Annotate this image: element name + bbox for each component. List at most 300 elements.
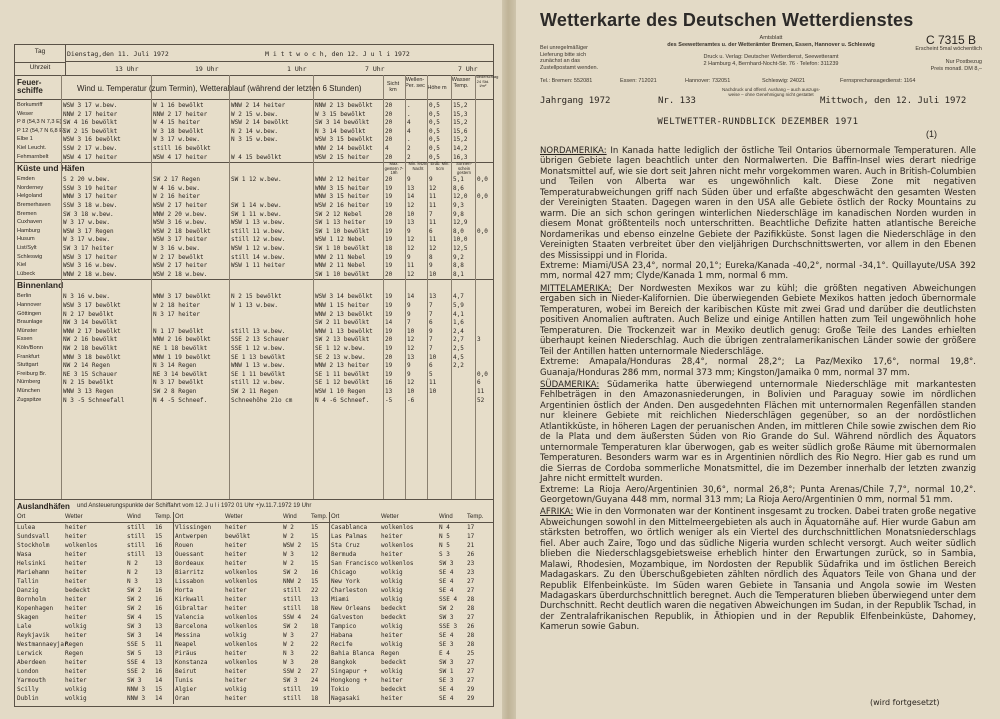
port-name: New York bbox=[331, 578, 360, 585]
port-row bbox=[15, 695, 493, 703]
obs-value: 12 bbox=[407, 336, 415, 344]
sub-column-heading: Erdb. Min. 5cm bbox=[430, 161, 450, 171]
port-name: Charleston bbox=[331, 587, 368, 594]
obs-value: NE 3 14 bewölkt bbox=[153, 370, 208, 378]
obs-value: SW 1 10 bewölkt bbox=[315, 245, 370, 252]
obs-value: 5 bbox=[429, 370, 433, 378]
obs-value: still 12 w.bew. bbox=[231, 236, 286, 244]
port-value: heiter bbox=[65, 632, 87, 639]
obs-value: 6 bbox=[429, 227, 433, 235]
reprint-line: weise – ohne Genehmigung nicht gestattet bbox=[728, 92, 814, 97]
port-value: SW 4 bbox=[127, 614, 142, 621]
port-value: Regen bbox=[65, 650, 84, 657]
obs-value: W 3 17 w.bew. bbox=[63, 236, 110, 244]
port-value: 27 bbox=[467, 677, 475, 684]
port-value: 22 bbox=[311, 641, 319, 648]
port-value: W 2 bbox=[283, 560, 294, 567]
port-value: SE 4 bbox=[439, 587, 454, 594]
obs-value: N 3 14 bewölkt bbox=[315, 127, 366, 135]
port-name: Konstanza bbox=[175, 659, 208, 666]
obs-value: W 3 17 w.bew. bbox=[153, 136, 200, 144]
column-header bbox=[15, 74, 499, 100]
obs-value: 52 bbox=[477, 396, 485, 404]
grid-line bbox=[61, 75, 62, 499]
port-name: Scilly bbox=[17, 686, 39, 693]
obs-value: 7 bbox=[407, 319, 411, 327]
obs-value: SW 2 17 Regen bbox=[153, 176, 200, 184]
obs-value: N 3 16 w.bew. bbox=[63, 293, 110, 301]
obs-value: 2,2 bbox=[453, 362, 464, 370]
obs-value: SW 1 14 w.bew. bbox=[231, 202, 282, 209]
station-name: Braunlage bbox=[17, 319, 43, 326]
port-value: 26 bbox=[467, 551, 475, 558]
port-value: heiter bbox=[225, 542, 247, 549]
obs-value: 2,4 bbox=[453, 327, 464, 335]
obs-value: WNW 3 17 heiter bbox=[63, 193, 118, 201]
obs-value: 9,2 bbox=[453, 253, 464, 261]
port-value: wolkenlos bbox=[225, 623, 258, 630]
obs-value: . bbox=[407, 136, 411, 144]
port-value: SE 3 bbox=[439, 641, 454, 648]
ausland-col-heading: Temp. bbox=[311, 514, 328, 520]
port-value: 27 bbox=[467, 587, 475, 594]
obs-value: still 13 w.bew. bbox=[231, 327, 286, 335]
port-value: 14 bbox=[155, 695, 163, 702]
port-value: heiter bbox=[225, 677, 247, 684]
obs-value: still 12 w.bew. bbox=[231, 379, 286, 387]
sub-column-heading: Min. letzte Nacht bbox=[408, 161, 428, 171]
obs-value: 19 bbox=[385, 219, 393, 227]
station-name: München bbox=[17, 388, 41, 394]
obs-value: S 2 20 w.bew. bbox=[63, 176, 110, 184]
station-name: Borkumriff bbox=[17, 102, 43, 108]
port-value: wolkenlos bbox=[381, 560, 414, 567]
port-value: SW 3 bbox=[439, 659, 454, 666]
obs-value: 10,0 bbox=[453, 236, 468, 244]
port-name: Sta Cruz bbox=[331, 542, 360, 549]
obs-value: N 2 14 w.bew. bbox=[231, 127, 278, 135]
port-value: 29 bbox=[467, 695, 475, 702]
obs-value: 2,7 bbox=[453, 336, 464, 344]
port-value: 15 bbox=[311, 542, 319, 549]
port-value: heiter bbox=[225, 695, 247, 702]
port-value: heiter bbox=[65, 533, 87, 540]
station-row bbox=[15, 396, 493, 405]
port-value: wolkig bbox=[381, 623, 403, 630]
obs-value: 19 bbox=[385, 227, 393, 235]
delivery-line: Bei unregelmäßiger bbox=[540, 45, 588, 51]
port-value: 15 bbox=[155, 686, 163, 693]
obs-value: WSW 3 17 Regen bbox=[63, 227, 114, 235]
port-value: 13 bbox=[155, 650, 163, 657]
obs-value: 0,0 bbox=[477, 193, 488, 201]
obs-value: NW 2 14 Regen bbox=[63, 362, 110, 370]
obs-value: WSW 2 18 bewölkt bbox=[153, 227, 211, 235]
obs-value: 20 bbox=[385, 176, 393, 184]
port-value: heiter bbox=[381, 695, 403, 702]
ausland-col-heading: Wind bbox=[127, 514, 141, 520]
port-row bbox=[15, 650, 493, 658]
obs-value: WNW 2 13 bewölkt bbox=[315, 310, 373, 318]
port-value: wolkig bbox=[65, 695, 87, 702]
obs-value: still 11 w.bew. bbox=[231, 227, 286, 235]
obs-value: SE 1 11 bewölkt bbox=[315, 370, 370, 378]
port-value: bewölkt bbox=[225, 533, 251, 540]
port-name: Casablanca bbox=[331, 524, 368, 531]
port-value: 14 bbox=[155, 677, 163, 684]
obs-value: SSE 2 13 Schauer bbox=[231, 336, 289, 344]
port-value: W 3 bbox=[283, 551, 294, 558]
port-row bbox=[15, 569, 493, 577]
obs-value: WNW 2 11 Nebel bbox=[315, 262, 366, 270]
port-name: San Francisco bbox=[331, 560, 378, 567]
station-name: Essen bbox=[17, 336, 33, 343]
obs-value: SW 2 8 Regen bbox=[153, 388, 197, 395]
obs-value: WSW 1 10 Regen bbox=[315, 388, 366, 395]
port-name: Rouen bbox=[175, 542, 194, 549]
obs-value: 7 bbox=[429, 336, 433, 344]
port-value: still bbox=[127, 533, 146, 540]
reprint-line: Nachdruck und öffentl. Aushang – auch auszugs- bbox=[722, 87, 820, 92]
phone-bremen: Tel.: Bremen: 552081 bbox=[540, 78, 593, 84]
grid-line bbox=[475, 75, 476, 499]
obs-value: W 1 13 w.bew. bbox=[231, 302, 278, 309]
port-name: Hongkong + bbox=[331, 677, 368, 684]
obs-value: 11 bbox=[429, 202, 437, 209]
ausland-col-heading: Wetter bbox=[65, 514, 83, 520]
hour-2: 19 Uhr bbox=[195, 65, 219, 73]
port-row bbox=[15, 596, 493, 604]
ausland-col-heading: Wind bbox=[439, 514, 453, 520]
hour-1: 13 Uhr bbox=[115, 65, 139, 73]
station-name: Zugspitze bbox=[17, 396, 42, 403]
port-name: Recife bbox=[331, 641, 353, 648]
continued-note: (wird fortgesetzt) bbox=[870, 698, 940, 707]
obs-value: 8,8 bbox=[453, 262, 464, 270]
obs-value: SW 2 15 bewölkt bbox=[63, 127, 118, 135]
port-value: 18 bbox=[311, 695, 319, 702]
port-value: 27 bbox=[467, 578, 475, 585]
obs-value: N 4 -6 Schneef. bbox=[315, 396, 370, 404]
obs-value: 9 bbox=[407, 362, 411, 370]
port-value: heiter bbox=[225, 551, 247, 558]
obs-value: 9 bbox=[407, 370, 411, 378]
port-name: Tallin bbox=[17, 578, 39, 585]
obs-value: 6 bbox=[477, 379, 481, 387]
port-value: NNW 2 bbox=[283, 578, 302, 585]
port-value: wolkenlos bbox=[381, 524, 414, 531]
port-value: bedeckt bbox=[65, 587, 91, 594]
obs-value: 9,3 bbox=[453, 202, 464, 209]
port-value: SSE 2 bbox=[127, 668, 146, 675]
obs-value: 6 bbox=[429, 362, 433, 370]
obs-value: WNW 2 14 heiter bbox=[231, 102, 286, 109]
port-value: SW 3 bbox=[127, 677, 142, 684]
port-name: Miami bbox=[331, 596, 350, 603]
obs-value: SSW 3 19 heiter bbox=[63, 184, 118, 192]
port-value: wolkenlos bbox=[225, 659, 258, 666]
port-value: 28 bbox=[467, 632, 475, 639]
printing-line: Druck u. Verlag: Deutscher Wetterdienst, Seewetteramt bbox=[703, 54, 839, 60]
port-value: still bbox=[127, 551, 146, 558]
obs-value: NNW 2 13 bewölkt bbox=[315, 102, 373, 109]
obs-value: 15,2 bbox=[453, 102, 468, 109]
obs-value: 7 bbox=[429, 302, 433, 309]
obs-value: 19 bbox=[385, 293, 393, 301]
port-row bbox=[15, 659, 493, 667]
port-value: heiter bbox=[381, 551, 403, 558]
port-value: wolkig bbox=[65, 686, 87, 693]
port-value: W 2 bbox=[283, 524, 294, 531]
obs-value: 12,5 bbox=[453, 245, 468, 252]
obs-value: 14 bbox=[407, 193, 415, 201]
station-name: Nürnberg bbox=[17, 379, 41, 386]
port-name: Lulea bbox=[17, 524, 36, 531]
port-value: wolkig bbox=[381, 596, 403, 603]
port-value: heiter bbox=[225, 596, 247, 603]
port-name: Sundsvall bbox=[17, 533, 50, 540]
obs-value: WSW 3 17 bewölkt bbox=[63, 302, 121, 309]
port-value: 13 bbox=[155, 578, 163, 585]
obs-value: SE 1 11 bewölkt bbox=[231, 370, 286, 378]
region-label: NORDAMERIKA: bbox=[540, 146, 607, 156]
station-name: P 8 (54,3 N 7,3 E) bbox=[17, 119, 62, 126]
port-value: heiter bbox=[65, 614, 87, 621]
port-name: Piräus bbox=[175, 650, 197, 657]
port-value: bedeckt bbox=[381, 614, 407, 621]
port-value: bedeckt bbox=[381, 686, 407, 693]
obs-value: 14,2 bbox=[453, 145, 468, 152]
printing-line: 2 Hamburg 4, Bernhard-Nocht-Str. 76 · Telefon: 311239 bbox=[703, 60, 839, 67]
port-value: 16 bbox=[155, 542, 163, 549]
port-value: SW 2 bbox=[127, 596, 142, 603]
port-name: Bornholm bbox=[17, 596, 46, 603]
port-name: Galveston bbox=[331, 614, 364, 621]
obs-value: 15,3 bbox=[453, 110, 468, 118]
obs-value: 8 bbox=[429, 253, 433, 261]
port-value: 29 bbox=[467, 686, 475, 693]
obs-value: 20 bbox=[385, 136, 393, 144]
obs-value: 15,2 bbox=[453, 136, 468, 144]
grid-line bbox=[405, 75, 406, 499]
obs-value: 9 bbox=[407, 227, 411, 235]
obs-value: SE 1 13 bewölkt bbox=[231, 353, 286, 361]
port-value: Regen bbox=[65, 641, 84, 648]
port-value: 27 bbox=[467, 614, 475, 621]
ausland-col-heading: Wetter bbox=[225, 514, 243, 520]
port-value: N 5 bbox=[439, 542, 450, 549]
port-row bbox=[15, 623, 493, 631]
obs-value: WNW 2 17 bewölkt bbox=[63, 327, 121, 335]
port-value: wolkig bbox=[225, 686, 247, 693]
port-value: SW 1 bbox=[439, 668, 454, 675]
obs-value: 1,6 bbox=[453, 319, 464, 327]
port-name: Antwerpen bbox=[175, 533, 208, 540]
uhrzeit-label: Uhrzeit bbox=[15, 62, 65, 71]
ausland-subtitle: und Ansteuerungspunkte der Schiffahrt vom 12. J u l i 1972 01 Uhr +)v.11.7.1972 19 Uhr bbox=[77, 503, 312, 509]
port-value: 13 bbox=[311, 596, 319, 603]
obs-value: SSE 1 12 w.bew. bbox=[231, 345, 286, 352]
obs-value: 10 bbox=[429, 270, 437, 278]
port-value: 18 bbox=[311, 623, 319, 630]
port-name: Biarritz bbox=[175, 569, 204, 576]
port-value: still bbox=[283, 605, 302, 612]
port-value: heiter bbox=[225, 605, 247, 612]
port-value: 15 bbox=[311, 560, 319, 567]
port-value: wolkenlos bbox=[65, 542, 98, 549]
port-value: 24 bbox=[311, 677, 319, 684]
obs-value: WNW 2 13 heiter bbox=[315, 362, 370, 370]
port-value: 16 bbox=[155, 605, 163, 612]
port-value: 22 bbox=[311, 650, 319, 657]
obs-value: 0,0 bbox=[477, 227, 488, 235]
station-name: Kiel bbox=[17, 262, 27, 269]
tag-cell bbox=[15, 45, 66, 75]
obs-value: 10 bbox=[429, 353, 437, 361]
port-value: heiter bbox=[225, 668, 247, 675]
obs-value: 20 bbox=[385, 119, 393, 127]
obs-value: 9 bbox=[407, 176, 411, 184]
port-value: 16 bbox=[155, 596, 163, 603]
obs-value: 20 bbox=[385, 153, 393, 161]
station-name: Münster bbox=[17, 327, 38, 334]
obs-value: 19 bbox=[385, 193, 393, 201]
port-value: heiter bbox=[225, 560, 247, 567]
feuerschiffe-heading: Feuer- schiffe bbox=[17, 78, 43, 95]
obs-value: SW 3 17 heiter bbox=[63, 245, 114, 252]
obs-value: 19 bbox=[385, 262, 393, 270]
port-row bbox=[15, 578, 493, 586]
obs-value: WSW 1 11 heiter bbox=[231, 262, 286, 270]
ausland-col-heading: Ort bbox=[175, 514, 184, 520]
obs-value: WSW 2 14 bewölkt bbox=[231, 119, 289, 127]
obs-value: SW 1 13 heiter bbox=[315, 219, 366, 227]
port-value: 16 bbox=[155, 668, 163, 675]
station-name: Bremen bbox=[17, 210, 37, 217]
port-value: 28 bbox=[467, 641, 475, 648]
port-row bbox=[15, 632, 493, 640]
obs-value: -5 bbox=[385, 396, 393, 404]
port-name: Tokio bbox=[331, 686, 350, 693]
obs-value: W 3 17 w.bew. bbox=[63, 219, 110, 227]
obs-value: SSW 2 17 w.bew. bbox=[63, 145, 118, 152]
station-name: Emden bbox=[17, 176, 35, 183]
port-value: heiter bbox=[65, 569, 87, 576]
obs-value: WSW 4 17 heiter bbox=[153, 153, 208, 161]
port-name: London bbox=[17, 668, 39, 675]
port-name: Habana bbox=[331, 632, 353, 639]
port-value: 13 bbox=[155, 623, 163, 630]
port-value: SE 4 bbox=[439, 578, 454, 585]
obs-value: W 4 16 w.bew. bbox=[153, 184, 200, 192]
obs-value: N 3 17 bewölkt bbox=[153, 379, 204, 387]
port-value: 16 bbox=[155, 524, 163, 531]
obs-value: 11 bbox=[429, 379, 437, 387]
station-name: Lübeck bbox=[17, 270, 36, 277]
obs-value: 20 bbox=[385, 127, 393, 135]
port-value: wolkig bbox=[381, 569, 403, 576]
issue-date: Mittwoch, den 12. Juli 1972 bbox=[820, 96, 967, 106]
obs-value: 8,0 bbox=[453, 227, 464, 235]
obs-value: 19 bbox=[385, 345, 393, 352]
port-value: SW 3 bbox=[439, 560, 454, 567]
port-name: Horta bbox=[175, 587, 194, 594]
obs-value: 20 bbox=[385, 210, 393, 218]
obs-value: SW 3 14 bewölkt bbox=[315, 119, 370, 127]
obs-value: 0,0 bbox=[477, 370, 488, 378]
ausland-col-heading: Temp. bbox=[155, 514, 172, 520]
obs-value: 12,0 bbox=[453, 193, 468, 201]
port-value: wolkig bbox=[381, 587, 403, 594]
port-name: New Orleans bbox=[331, 605, 371, 612]
port-row bbox=[15, 551, 493, 559]
obs-value: 16 bbox=[385, 379, 393, 387]
port-value: 27 bbox=[311, 668, 319, 675]
station-name: Stuttgart bbox=[17, 362, 39, 369]
obs-value: WSW 3 15 bewölkt bbox=[315, 136, 373, 144]
hour-row bbox=[65, 61, 493, 76]
obs-value: 12 bbox=[407, 202, 415, 209]
obs-value: 8,1 bbox=[453, 270, 464, 278]
port-value: wolkig bbox=[381, 641, 403, 648]
obs-value: 9 bbox=[429, 262, 433, 270]
obs-value: WSW 3 14 bewölkt bbox=[315, 293, 373, 301]
obs-value: 2 bbox=[407, 153, 411, 161]
ausland-divider bbox=[329, 512, 330, 704]
grid-line bbox=[313, 75, 314, 499]
extremes-text: Extreme: La Rioja Aero/Argentinien 30,6°, normal 26,8°; Punta Arenas/Chile 7,7°, normal 10,2°. Georgetown/Guyana 448 mm, normal 313 mm; La Rioja Aero/Argentinien 0 mm, normal 51 mm. bbox=[540, 484, 976, 505]
delivery-line: zunächst an das bbox=[540, 58, 581, 64]
obs-value: 0,5 bbox=[429, 127, 440, 135]
hour-3: 1 Uhr bbox=[287, 65, 307, 73]
port-value: 24 bbox=[311, 614, 319, 621]
port-name: Ouessant bbox=[175, 551, 204, 558]
obs-value: 10 bbox=[407, 327, 415, 335]
obs-value: NE 3 15 Schauer bbox=[63, 370, 118, 378]
port-value: 13 bbox=[155, 560, 163, 567]
port-value: SW 3 bbox=[283, 677, 298, 684]
port-name: Oran bbox=[175, 695, 190, 702]
region-label: AFRIKA: bbox=[540, 507, 574, 518]
port-row bbox=[15, 542, 493, 550]
obs-value: SW 1 12 w.bew. bbox=[231, 176, 282, 184]
observation-table bbox=[14, 44, 499, 707]
obs-value: N 2 15 bewölkt bbox=[63, 379, 114, 387]
port-value: heiter bbox=[65, 578, 87, 585]
obs-value: SW 4 16 bewölkt bbox=[63, 119, 118, 127]
port-name: Stockholm bbox=[17, 542, 50, 549]
article-paragraph bbox=[540, 380, 976, 505]
obs-value: WNW 1 13 bewölkt bbox=[315, 327, 373, 335]
station-name: Norderney bbox=[17, 184, 44, 191]
port-value: SW 2 bbox=[283, 623, 298, 630]
phone-ansage: Fernsprechansagedienst: 1164 bbox=[840, 78, 916, 84]
port-row bbox=[15, 533, 493, 541]
obs-value: WNW 1 13 w.bew. bbox=[231, 362, 286, 370]
station-name: Köln/Bonn bbox=[17, 345, 43, 351]
obs-value: 13 bbox=[407, 219, 415, 227]
obs-value: WNW 3 15 heiter bbox=[315, 184, 370, 192]
obs-value: WSW 3 16 bewölkt bbox=[63, 136, 121, 144]
obs-value: 11 bbox=[429, 236, 437, 244]
article-number: (1) bbox=[926, 129, 937, 139]
obs-value: 15,6 bbox=[453, 127, 468, 135]
obs-value: WSW 1 13 w.bew. bbox=[231, 219, 286, 227]
port-row bbox=[15, 641, 493, 649]
port-value: W 3 bbox=[283, 659, 294, 666]
obs-value: WNW 3 17 bewölkt bbox=[153, 293, 211, 301]
port-value: 27 bbox=[467, 668, 475, 675]
